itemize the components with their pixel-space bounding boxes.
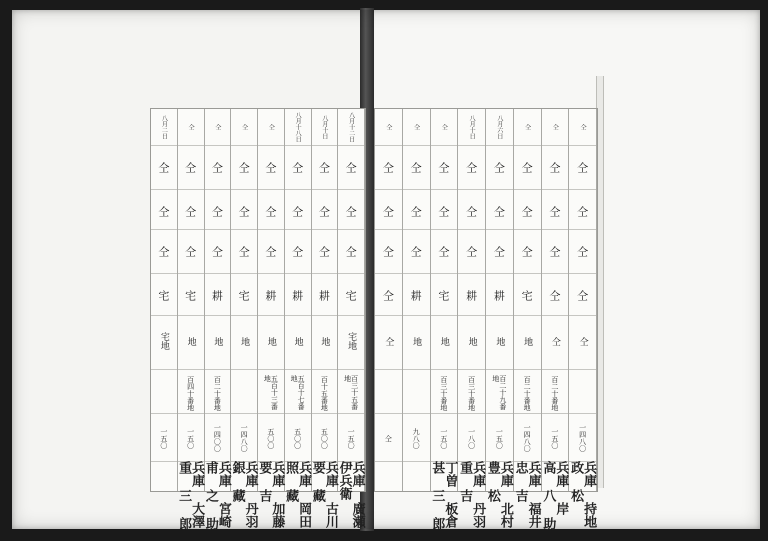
cell-r2: 仝 [409, 205, 423, 217]
cell-date: 仝 [384, 124, 392, 130]
cell-owner [402, 461, 430, 541]
cell-date: 八月十八日 [294, 112, 302, 142]
cell-owner: 兵庫 北村 豊 松 [484, 461, 513, 528]
cell-r2: 仝 [520, 205, 534, 217]
ledger-column [429, 109, 459, 530]
cell-kind: 宅 [156, 289, 170, 301]
cell-owner: 兵庫 岸 高 八 助 [540, 461, 569, 530]
cell-r3: 仝 [210, 245, 224, 257]
cell-number: 百三十五番地 [343, 375, 359, 410]
cell-land: 地 [185, 336, 196, 346]
cell-owner: 兵庫 持地 政 松 [568, 461, 597, 528]
cell-number: 百十五番地 [320, 375, 329, 411]
cell-number: 五百十三番地 [263, 375, 279, 410]
cell-area: 一五〇 [439, 427, 448, 449]
cell-r1: 仝 [183, 161, 197, 173]
cell-r3: 仝 [237, 245, 251, 257]
cell-r3: 仝 [409, 245, 423, 257]
cell-kind: 仝 [575, 289, 589, 301]
cell-area: 一四八〇 [578, 424, 587, 452]
cell-r2: 仝 [317, 205, 331, 217]
cell-r2: 仝 [183, 205, 197, 217]
cell-date: 仝 [440, 124, 448, 130]
cell-r2: 仝 [263, 205, 277, 217]
ledger-column [336, 109, 365, 528]
cell-r3: 仝 [492, 245, 506, 257]
cell-land: 宅地 [346, 332, 357, 350]
cell-land: 地 [292, 336, 303, 346]
cell-land: 地 [411, 336, 422, 346]
ledger-column [176, 109, 205, 530]
cell-kind: 仝 [381, 289, 395, 301]
cell-area: 一四〇〇 [213, 424, 222, 452]
cell-owner: 兵庫 加藤 要 吉 [256, 461, 285, 528]
cell-area: 九八〇 [412, 427, 421, 449]
cell-land: 仝 [383, 336, 394, 346]
cell-area: 一八〇 [467, 427, 476, 449]
cell-r1: 仝 [409, 161, 423, 173]
ledger-column [283, 109, 312, 528]
ledger-column [402, 109, 431, 491]
ledger-table-left [150, 108, 366, 530]
cell-date: 仝 [412, 124, 420, 130]
cell-r3: 仝 [156, 245, 170, 257]
cell-area: 五〇〇 [320, 427, 329, 449]
cell-land: 地 [466, 336, 477, 346]
cell-r3: 仝 [575, 245, 589, 257]
ledger-table-right [374, 108, 598, 530]
ledger-column [457, 109, 486, 528]
cell-r1: 仝 [156, 161, 170, 173]
cell-date: 八月十日 [320, 115, 328, 139]
cell-r1: 仝 [520, 161, 534, 173]
cell-date: 仝 [267, 124, 275, 130]
cell-r2: 仝 [344, 205, 358, 217]
cell-number: 百三十番地 [467, 375, 476, 411]
ledger-column [540, 109, 570, 530]
cell-r2: 仝 [575, 205, 589, 217]
cell-number: 百二十番地 [523, 375, 532, 411]
cell-owner [150, 461, 177, 541]
ledger-column [512, 109, 542, 528]
cell-land: 地 [239, 336, 250, 346]
cell-owner [374, 461, 402, 541]
cell-r3: 仝 [464, 245, 478, 257]
cell-owner: 兵庫 宮崎 甫 之 助 [202, 461, 231, 530]
ledger-column [202, 109, 232, 530]
cell-area: 五〇〇 [266, 427, 275, 449]
cell-kind: 耕 [464, 289, 478, 301]
cell-area: 一四八〇 [523, 424, 532, 452]
cell-area: 一五〇 [550, 427, 559, 449]
ledger-column [484, 109, 514, 528]
cell-r1: 仝 [575, 161, 589, 173]
cell-land: 地 [494, 336, 505, 346]
cell-r3: 仝 [263, 245, 277, 257]
cell-land: 地 [522, 336, 533, 346]
cell-date: 八月十日 [468, 115, 476, 139]
cell-kind: 宅 [436, 289, 450, 301]
cell-area: 一五〇 [159, 427, 168, 449]
cell-date: 仝 [579, 124, 587, 130]
cell-number: 五百十七番地 [290, 375, 306, 410]
cell-date: 八月二日 [160, 115, 168, 139]
cell-r1: 仝 [464, 161, 478, 173]
cell-r1: 仝 [210, 161, 224, 173]
cell-r2: 仝 [210, 205, 224, 217]
cell-date: 八月六日 [495, 115, 503, 139]
cell-number [150, 375, 177, 411]
cell-r3: 仝 [344, 245, 358, 257]
cell-land: 仝 [577, 336, 588, 346]
cell-owner: 兵庫 古川 要 藏 [309, 461, 338, 528]
ledger-column [229, 109, 258, 528]
cell-owner: 兵庫 岡田 照 藏 [283, 461, 312, 528]
ledger-column [568, 109, 597, 528]
cell-r3: 仝 [290, 245, 304, 257]
cell-land: 地 [212, 336, 223, 346]
ledger-column [256, 109, 285, 528]
cell-number [568, 375, 596, 411]
cell-r1: 仝 [492, 161, 506, 173]
cell-date: 仝 [240, 124, 248, 130]
cell-date: 八月十二日 [347, 112, 355, 142]
cell-owner: 兵庫 丹羽 銀 藏 [229, 461, 258, 528]
cell-land: 地 [438, 336, 449, 346]
cell-r2: 仝 [290, 205, 304, 217]
cell-r1: 仝 [237, 161, 251, 173]
cell-r1: 仝 [317, 161, 331, 173]
cell-r1: 仝 [344, 161, 358, 173]
cell-land: 宅地 [158, 332, 169, 350]
cell-date: 仝 [213, 124, 221, 130]
cell-number [230, 375, 257, 411]
cell-kind: 宅 [520, 289, 534, 301]
cell-r2: 仝 [547, 205, 561, 217]
cell-date: 仝 [551, 124, 559, 130]
cell-date: 仝 [187, 124, 195, 130]
cell-area: 一四八〇 [240, 424, 249, 452]
cell-kind: 耕 [210, 289, 224, 301]
cell-r3: 仝 [381, 245, 395, 257]
cell-r3: 仝 [520, 245, 534, 257]
cell-owner: 兵庫 丹羽 重 吉 [457, 461, 486, 528]
cell-owner: 兵庫 大澤 重 三 郎 [176, 461, 205, 530]
cell-r3: 仝 [436, 245, 450, 257]
cell-owner: 兵庫 福井 忠 吉 [512, 461, 541, 528]
cell-kind: 仝 [547, 289, 561, 301]
cell-land: 仝 [549, 336, 560, 346]
cell-r1: 仝 [290, 161, 304, 173]
cell-owner: 兵庫 廣瀬 伊兵衛 [336, 461, 365, 528]
cell-area: 仝 [384, 434, 393, 442]
cell-land: 地 [319, 336, 330, 346]
cell-r2: 仝 [381, 205, 395, 217]
cell-r3: 仝 [183, 245, 197, 257]
cell-land: 地 [265, 336, 276, 346]
cell-r3: 仝 [547, 245, 561, 257]
cell-kind: 耕 [492, 289, 506, 301]
cell-date: 仝 [523, 124, 531, 130]
cell-kind: 宅 [237, 289, 251, 301]
cell-kind: 耕 [317, 289, 331, 301]
cell-number: 百二十番地 [213, 375, 222, 411]
ledger-column [374, 109, 403, 491]
cell-number: 百二十番地 [550, 375, 559, 411]
cell-number [402, 375, 430, 411]
ledger-column [150, 109, 178, 491]
cell-kind: 耕 [263, 289, 277, 301]
cell-area: 一五〇 [347, 427, 356, 449]
cell-r2: 仝 [464, 205, 478, 217]
cell-number: 百四十番地 [186, 375, 195, 411]
cell-r1: 仝 [436, 161, 450, 173]
ledger-column [309, 109, 339, 528]
cell-r1: 仝 [381, 161, 395, 173]
cell-r1: 仝 [263, 161, 277, 173]
cell-area: 一五〇 [186, 427, 195, 449]
cell-r1: 仝 [547, 161, 561, 173]
cell-r2: 仝 [156, 205, 170, 217]
cell-area: 一五〇 [495, 427, 504, 449]
cell-r2: 仝 [492, 205, 506, 217]
cell-area: 五〇〇 [293, 427, 302, 449]
cell-kind: 耕 [290, 289, 304, 301]
cell-number: 百二十九番地 [491, 375, 507, 410]
cell-number [374, 375, 402, 411]
cell-owner: 丁曽 板倉 甚 三 郎 [429, 461, 458, 530]
cell-kind: 耕 [409, 289, 423, 301]
cell-r3: 仝 [317, 245, 331, 257]
cell-number: 百三十番地 [439, 375, 448, 411]
cell-r2: 仝 [436, 205, 450, 217]
cell-kind: 宅 [344, 289, 358, 301]
cell-kind: 宅 [183, 289, 197, 301]
cell-r2: 仝 [237, 205, 251, 217]
